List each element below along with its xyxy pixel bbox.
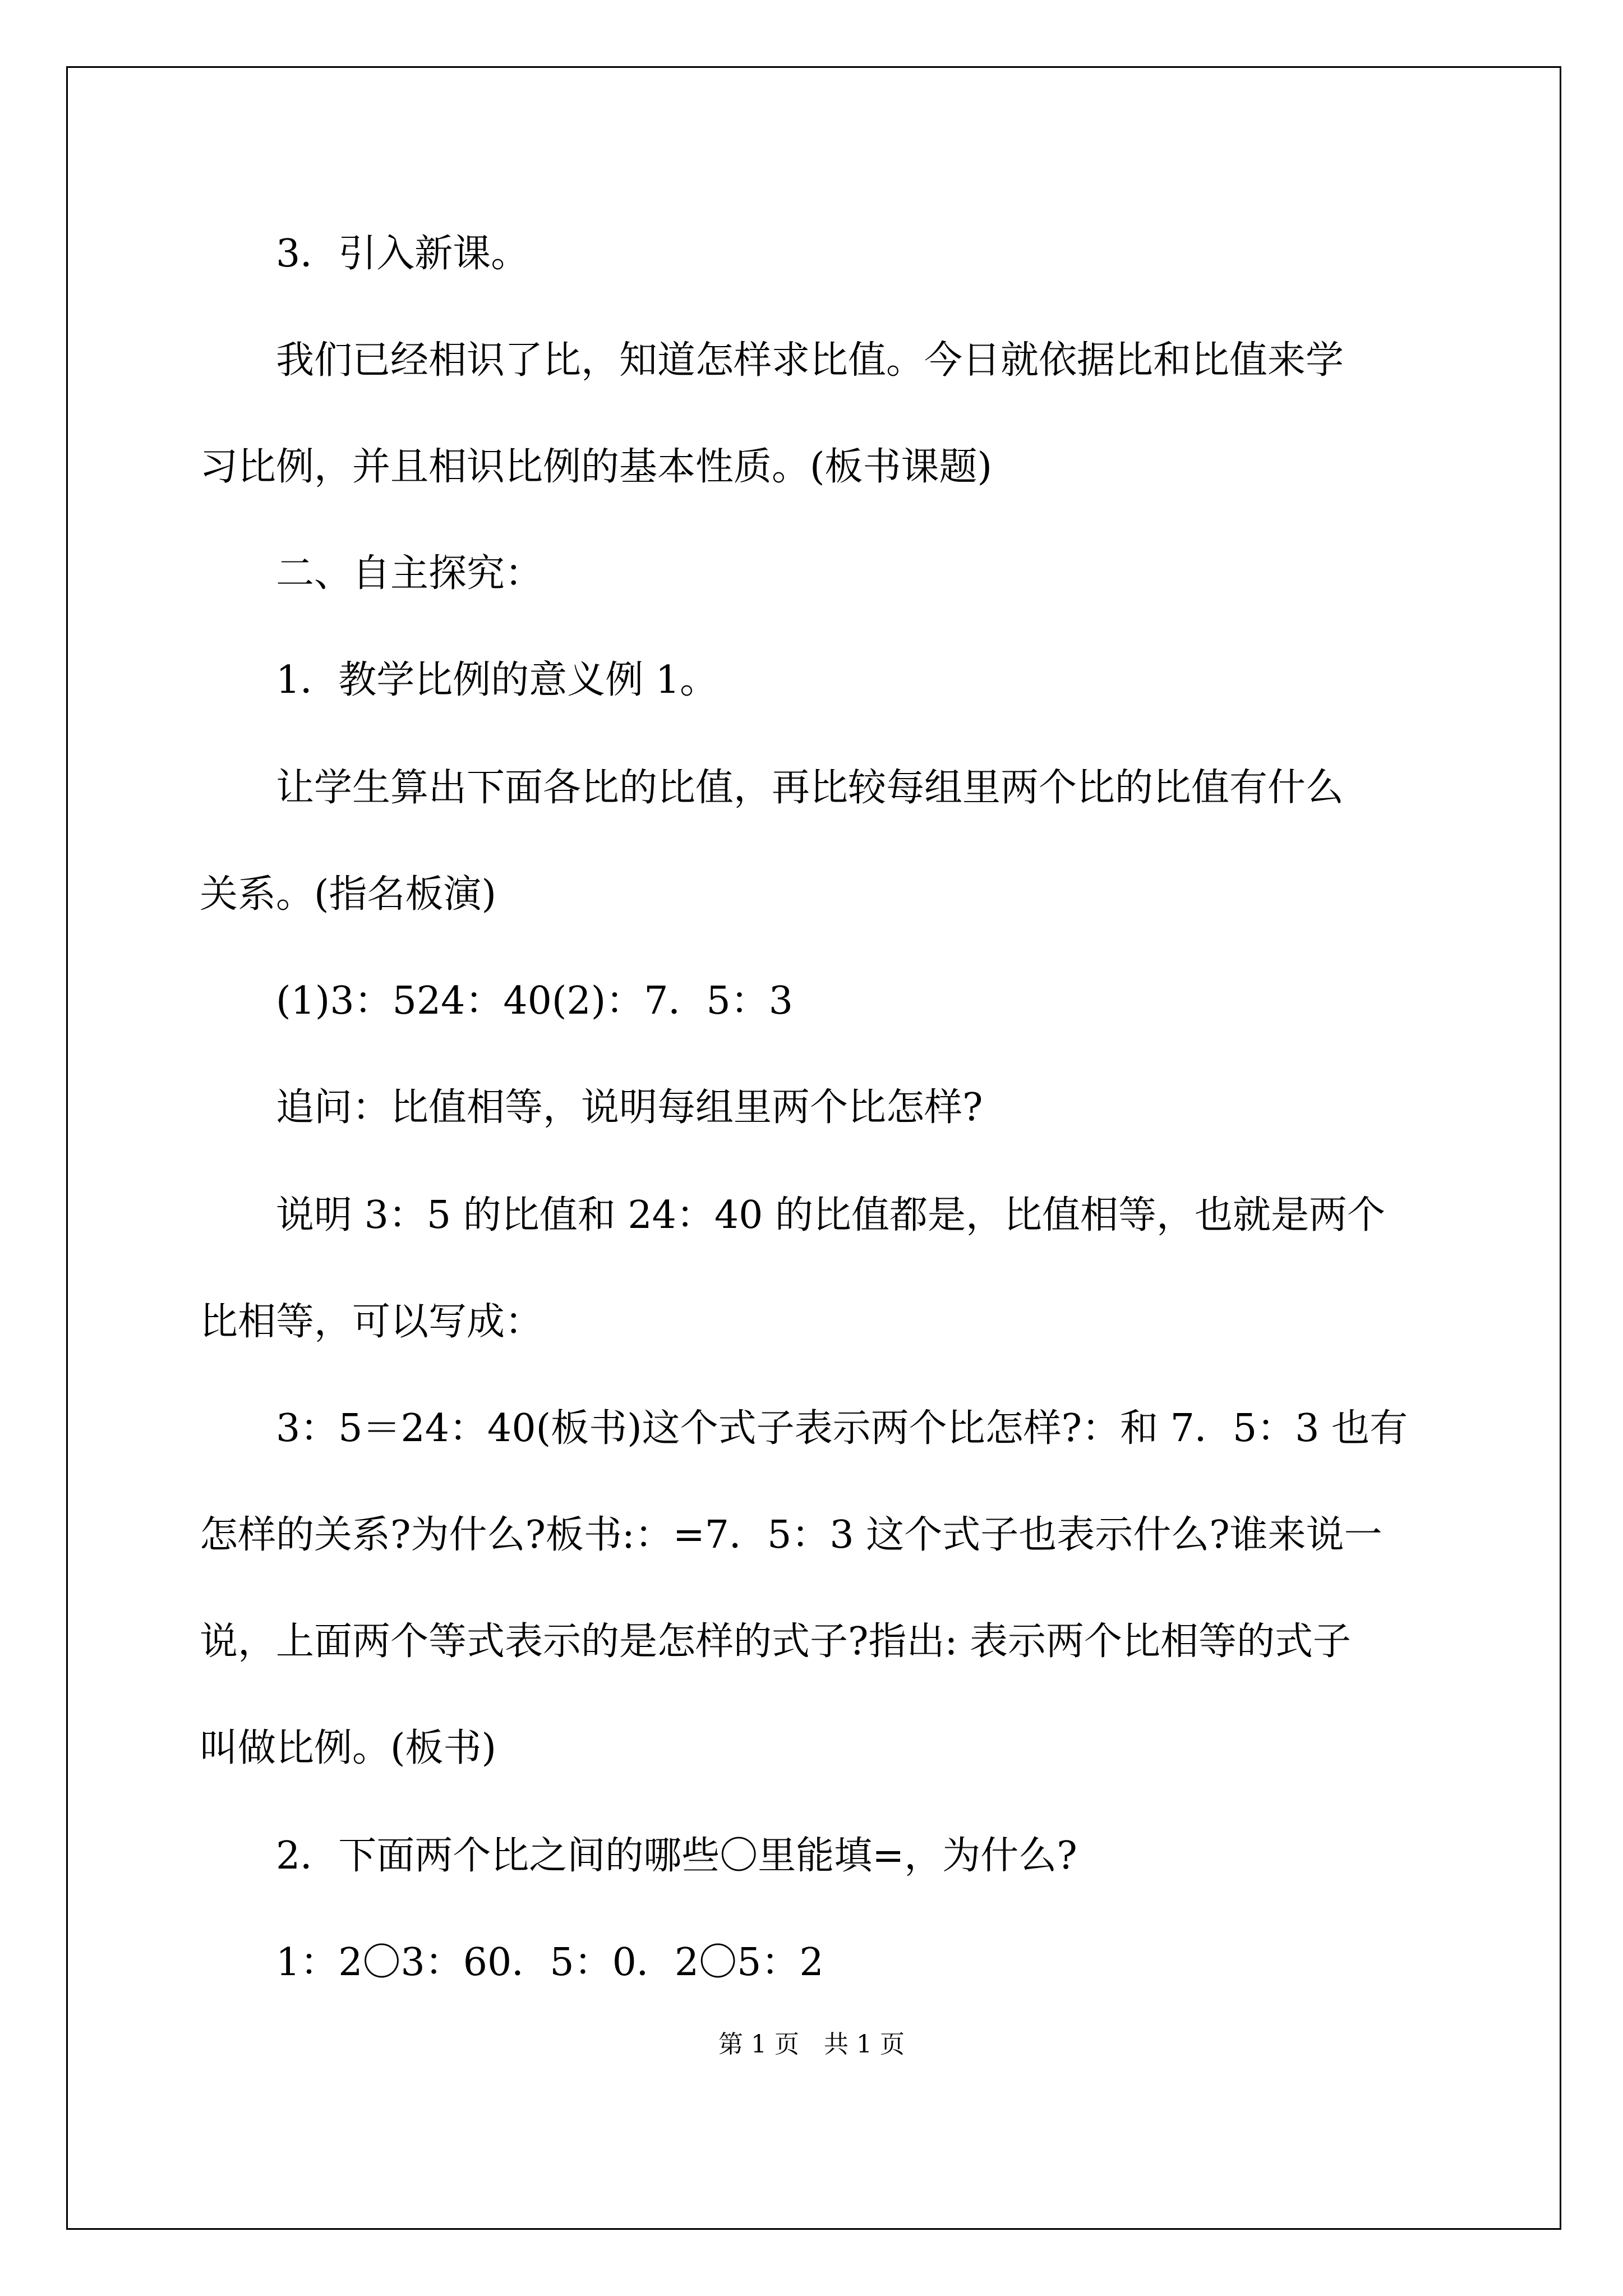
page-footer: 第 1 页 共 1 页: [718, 2030, 905, 2059]
paragraph-line: 叫做比例。(板书): [200, 1726, 497, 1770]
paragraph-line: 让学生算出下面各比的比值，再比较每组里两个比的比值有什么: [276, 766, 1344, 810]
page-border: [66, 66, 1561, 2230]
paragraph-line: 2．下面两个比之间的哪些〇里能填=，为什么?: [276, 1834, 1077, 1878]
paragraph-line: 我们已经相识了比，知道怎样求比值。今日就依据比和比值来学: [276, 338, 1344, 383]
paragraph-line: 怎样的关系?为什么?板书:：=7．5：3 这个式子也表示什么?谁来说一: [200, 1513, 1382, 1557]
paragraph-line: 关系。(指名板演): [200, 872, 497, 917]
paragraph-line: 习比例，并且相识比例的基本性质。(板书课题): [200, 445, 993, 489]
paragraph-line: 1．教学比例的意义例 1。: [276, 658, 718, 702]
paragraph-line: 说明 3：5 的比值和 24：40 的比值都是，比值相等，也就是两个: [276, 1193, 1386, 1237]
paragraph-line: 比相等，可以写成：: [200, 1300, 543, 1344]
paragraph-line: 3：5＝24：40(板书)这个式子表示两个比怎样?：和 7．5：3 也有: [276, 1406, 1408, 1451]
ratio-example: (1)3：524：40(2)：7．5：3: [276, 979, 794, 1023]
paragraph-line: 说，上面两个等式表示的是怎样的式子?指出: 表示两个比相等的式子: [200, 1619, 1351, 1664]
paragraph-line: 追问：比值相等，说明每组里两个比怎样?: [276, 1085, 983, 1130]
ratio-exercise: 1：2〇3：60．5：0．2〇5：2: [276, 1940, 824, 1985]
section-heading: 二、自主探究：: [276, 551, 543, 596]
paragraph-intro-new-lesson: 3．引入新课。: [276, 232, 529, 276]
